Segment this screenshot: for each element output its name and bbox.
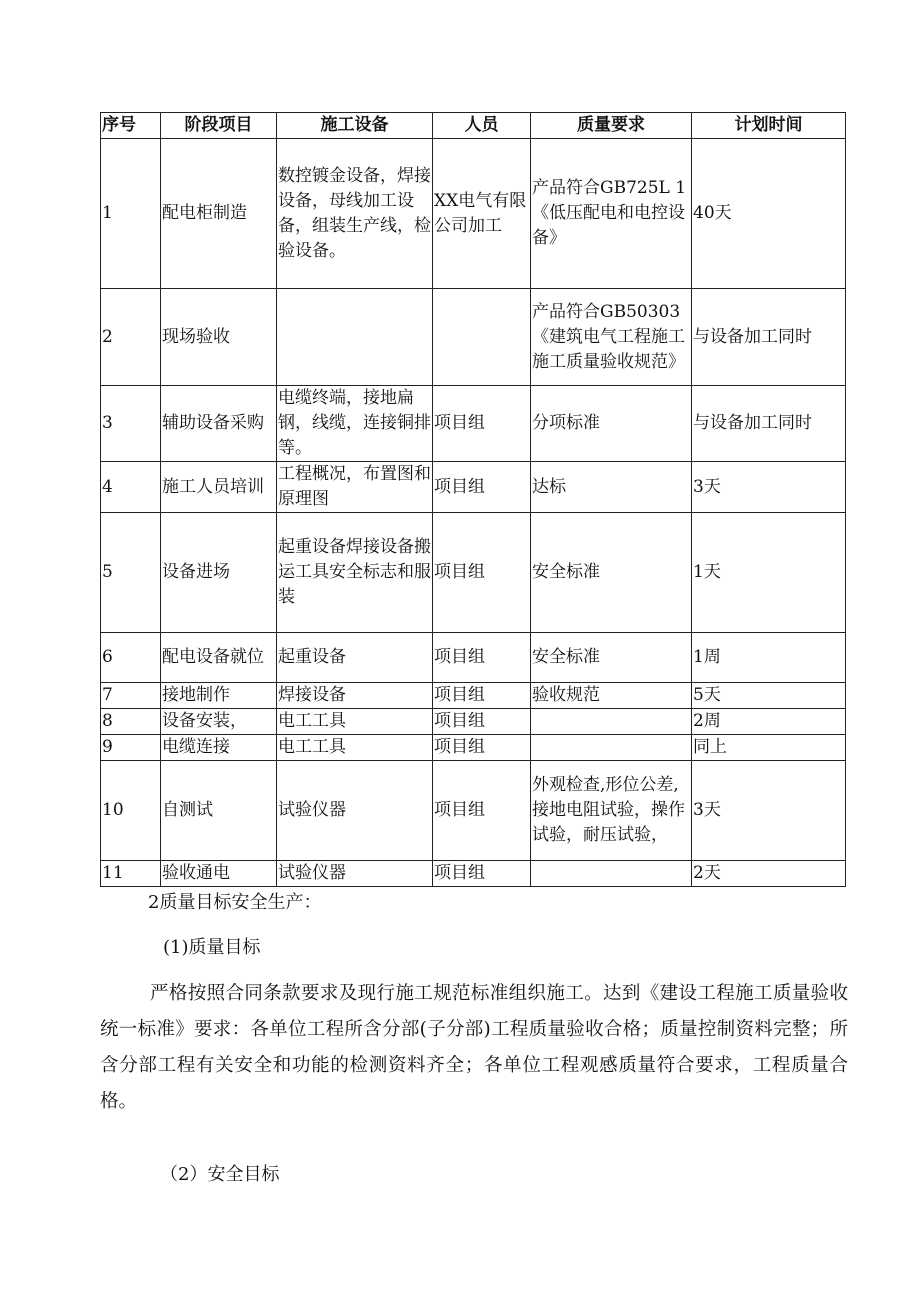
header-no: 序号 [101,113,161,139]
cell-time: 2周 [692,709,846,735]
table-row [101,861,846,887]
cell-time: 3天 [692,462,846,513]
header-equipment: 施工设备 [277,113,433,139]
cell-time: 同上 [692,735,846,761]
cell-stage: 现场验收 [161,289,277,386]
cell-staff: XX电气有限公司加工 [433,139,531,289]
header-quality: 质量要求 [531,113,692,139]
cell-quality: 产品符合GB725L 1《低压配电和电控设备》 [531,139,692,289]
cell-stage: 验收通电 [161,861,277,887]
table-row [101,735,846,761]
cell-stage: 配电柜制造 [161,139,277,289]
cell-equipment: 试验仪器 [277,861,433,887]
cell-stage: 电缆连接 [161,735,277,761]
cell-staff: 项目组 [433,683,531,709]
cell-staff [433,289,531,386]
cell-stage: 配电设备就位 [161,633,277,683]
table-row [101,462,846,513]
cell-no: 4 [101,462,161,513]
table-row [101,139,846,289]
cell-no: 8 [101,709,161,735]
cell-stage: 辅助设备采购 [161,386,277,462]
cell-time: 40天 [692,139,846,289]
table-row [101,633,846,683]
cell-quality: 分项标准 [531,386,692,462]
cell-staff: 项目组 [433,633,531,683]
table-row [101,386,846,462]
cell-no: 5 [101,513,161,633]
cell-stage: 设备安装， [161,709,277,735]
cell-stage: 设备进场 [161,513,277,633]
cell-stage: 接地制作 [161,683,277,709]
cell-quality: 安全标准 [531,513,692,633]
cell-equipment: 电缆终端，接地扁钢，线缆，连接铜排等。 [277,386,433,462]
header-time: 计划时间 [692,113,846,139]
cell-no: 3 [101,386,161,462]
cell-equipment: 起重设备焊接设备搬运工具安全标志和服装 [277,513,433,633]
cell-stage: 施工人员培训 [161,462,277,513]
cell-quality [531,861,692,887]
cell-staff: 项目组 [433,513,531,633]
section-heading: 2质量目标安全生产： [148,892,322,913]
cell-time: 5天 [692,683,846,709]
cell-no: 11 [101,861,161,887]
cell-equipment: 工程概况，布置图和原理图 [277,462,433,513]
cell-time: 1周 [692,633,846,683]
cell-no: 6 [101,633,161,683]
header-staff: 人员 [433,113,531,139]
cell-equipment: 电工工具 [277,709,433,735]
quality-target-paragraph: 严格按照合同条款要求及现行施工规范标准组织施工。达到《建设工程施工质量验收统一标准》要求：各单位工程所含分部(子分部)工程质量验收合格；质量控制资料完整；所含分部工程有关安全和功能的检测资料齐全；各单位工程观感质量符合要求，工程质量合格。 [100,983,848,1112]
cell-no: 10 [101,761,161,861]
cell-quality [531,735,692,761]
cell-time: 2天 [692,861,846,887]
cell-stage: 自测试 [161,761,277,861]
cell-quality: 安全标准 [531,633,692,683]
cell-quality: 产品符合GB50303 《建筑电气工程施工施工质量验收规范》 [531,289,692,386]
cell-quality: 验收规范 [531,683,692,709]
cell-staff: 项目组 [433,735,531,761]
cell-equipment: 焊接设备 [277,683,433,709]
cell-equipment: 数控镀金设备，焊接设备，母线加工设备，组装生产线，检验设备。 [277,139,433,289]
cell-no: 7 [101,683,161,709]
quality-target-heading: (1)质量目标 [163,937,261,958]
cell-quality [531,709,692,735]
cell-equipment [277,289,433,386]
cell-equipment: 电工工具 [277,735,433,761]
construction-plan-table [100,112,846,887]
cell-quality: 达标 [531,462,692,513]
table-header-row [101,113,846,139]
cell-quality: 外观检查,形位公差,接地电阻试验，操作试验，耐压试验， [531,761,692,861]
cell-staff: 项目组 [433,709,531,735]
table-row [101,513,846,633]
safety-target-heading: （2）安全目标 [160,1164,280,1185]
cell-staff: 项目组 [433,861,531,887]
cell-staff: 项目组 [433,761,531,861]
cell-no: 9 [101,735,161,761]
cell-no: 2 [101,289,161,386]
cell-time: 与设备加工同时 [692,289,846,386]
cell-time: 1天 [692,513,846,633]
cell-staff: 项目组 [433,386,531,462]
cell-staff: 项目组 [433,462,531,513]
cell-time: 与设备加工同时 [692,386,846,462]
header-stage: 阶段项目 [161,113,277,139]
table-row [101,709,846,735]
cell-time: 3天 [692,761,846,861]
table-row [101,683,846,709]
table-row [101,761,846,861]
table-row [101,289,846,386]
cell-no: 1 [101,139,161,289]
cell-equipment: 试验仪器 [277,761,433,861]
cell-equipment: 起重设备 [277,633,433,683]
